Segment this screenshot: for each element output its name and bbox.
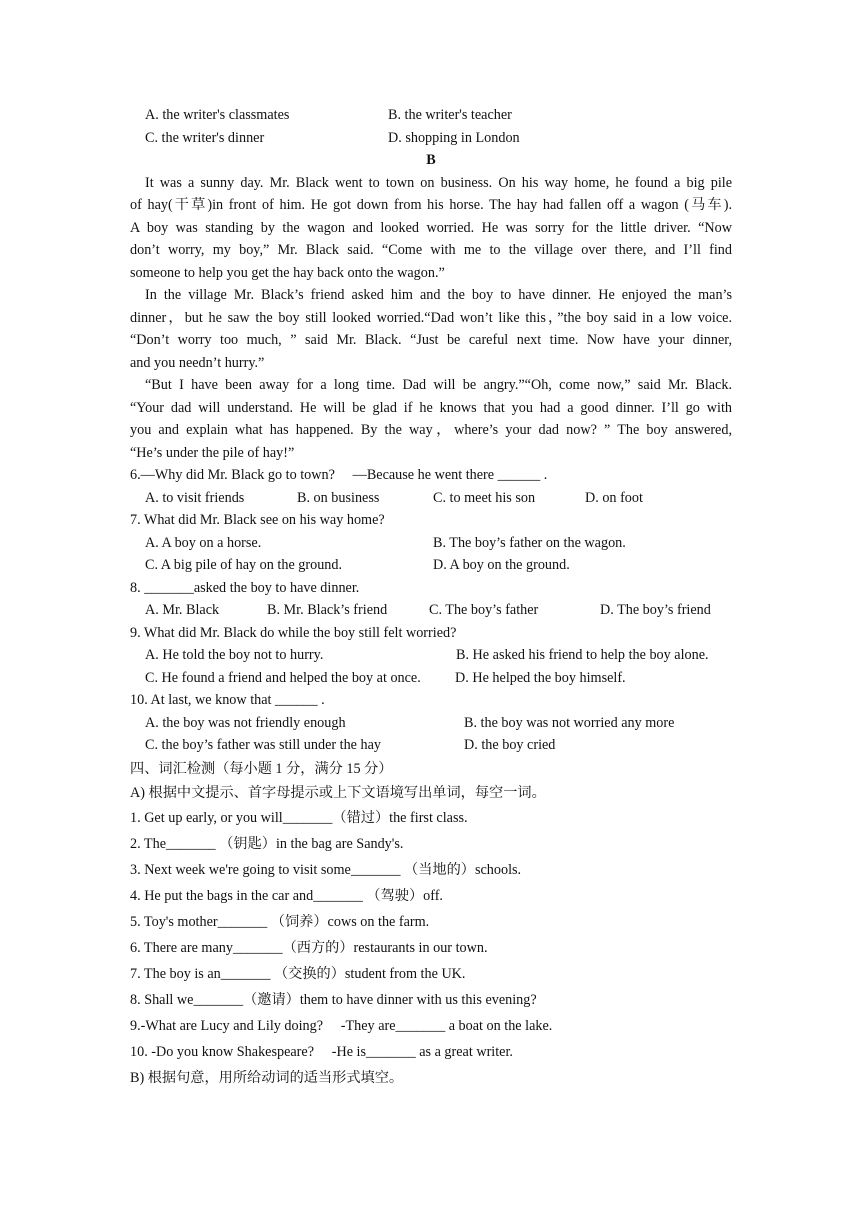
q7-option-c: C. A big pile of hay on the ground. (145, 557, 343, 573)
passage-line: In the village Mr. Black’s friend asked him and the boy to have dinner. He enjoyed the man’s (145, 287, 732, 303)
q5-option-a: A. the writer's classmates (145, 107, 290, 123)
q5-option-c: C. the writer's dinner (145, 129, 265, 146)
q10-stem: 10. At last, we know that ______ . (130, 692, 325, 708)
q10-options-row-2 (130, 734, 732, 757)
vocab-item: 1. Get up early, or you will_______（错过）the first class. (130, 809, 468, 826)
vocab-item: 3. Next week we're going to visit some_______ （当地的）schools. (130, 861, 522, 878)
vocab-item: 9.-What are Lucy and Lily doing? -They are_______ a boat on the lake. (130, 1017, 553, 1034)
vocab-item: 5. Toy's mother_______ （饲养）cows on the farm. (130, 913, 430, 930)
q5-options-row-2 (130, 127, 732, 150)
passage-line: “Don’t worry too much, ” said Mr. Black. “Just be careful next time. Now have your dinner, (130, 332, 732, 348)
exam-page (130, 104, 732, 1091)
passage-line: and you needn’t hurry.” (130, 354, 265, 371)
section-title: 四、词汇检测（每小题 1 分，满分 15 分） (130, 760, 393, 777)
q10-option-b: B. the boy was not worried any more (464, 714, 675, 731)
vocab-list (130, 805, 732, 1091)
q10-option-a: A. the boy was not friendly enough (145, 714, 346, 731)
passage-line: you and explain what has happened. By the way，where’s your dad now? ” The boy answered, (130, 422, 732, 438)
q5-option-b: B. the writer's teacher (388, 107, 512, 123)
q8-option-c: C. The boy’s father (429, 602, 539, 618)
passage-line: of hay(干草)in front of him. He got down from his horse. The hay had fallen off a wagon (马车). (130, 197, 732, 213)
q9-option-c: C. He found a friend and helped the boy at once. (145, 669, 421, 686)
passage-line: “Your dad will understand. He will be glad if he knows that you had a good dinner. I’ll go with (130, 399, 732, 416)
q6-option-b: B. on business (297, 489, 380, 506)
q7-option-d: D. A boy on the ground. (433, 557, 570, 573)
q8-option-b: B. Mr. Black’s friend (267, 602, 388, 618)
q7-option-a: A. A boy on a horse. (145, 534, 262, 551)
passage-line: A boy was standing by the wagon and looked worried. He was sorry for the little driver. “Now (130, 219, 732, 236)
q6-option-a: A. to visit friends (145, 489, 245, 506)
passage-line: someone to help you get the hay back onto the wagon.” (130, 264, 445, 281)
vocab-item: 4. He put the bags in the car and_______ （驾驶）off. (130, 887, 443, 904)
vocab-item: 8. Shall we_______（邀请）them to have dinner with us this evening? (130, 991, 537, 1008)
vocab-item: 10. -Do you know Shakespeare? -He is_______ as a great writer. (130, 1043, 513, 1060)
q10-option-c: C. the boy’s father was still under the hay (145, 737, 382, 753)
q8-option-a: A. Mr. Black (145, 602, 220, 618)
q9-option-b: B. He asked his friend to help the boy alone. (456, 647, 709, 663)
q6-stem: 6.—Why did Mr. Black go to town? —Because he went there ______ . (130, 467, 548, 483)
passage-line: “He’s under the pile of hay!” (130, 444, 295, 461)
vocab-item: 2. The_______ （钥匙）in the bag are Sandy's. (130, 835, 404, 852)
q9-option-a: A. He told the boy not to hurry. (145, 647, 324, 663)
passage-heading: B (426, 152, 436, 168)
passage-line: dinner，but he saw the boy still looked worried.“Dad won’t like this，”the boy said in a low voice. (130, 309, 732, 326)
q7-options-row-1 (130, 532, 732, 555)
vocab-item: 6. There are many_______（西方的）restaurants in our town. (130, 939, 488, 956)
passage-line: don’t worry, my boy,” Mr. Black said. “Come with me to the village over there, and I’ll find (130, 242, 732, 258)
q5-option-d: D. shopping in London (388, 129, 520, 146)
q10-options-row-1 (130, 712, 732, 735)
q10-option-d: D. the boy cried (464, 737, 556, 753)
q8-stem: 8. _______asked the boy to have dinner. (130, 579, 360, 596)
q9-option-d: D. He helped the boy himself. (455, 669, 626, 686)
q7-options-row-2 (130, 554, 732, 577)
q9-stem: 9. What did Mr. Black do while the boy still felt worried? (130, 624, 457, 641)
passage-line: It was a sunny day. Mr. Black went to town on business. On his way home, he found a big pile (145, 174, 732, 191)
q8-options (130, 599, 732, 622)
part-a-instructions: A) 根据中文提示、首字母提示或上下文语境写出单词，每空一词。 (130, 784, 546, 801)
part-b-instructions: B) 根据句意，用所给动词的适当形式填空。 (130, 1069, 404, 1086)
q5-options-row-1 (130, 104, 732, 127)
q6-option-d: D. on foot (585, 489, 643, 506)
q9-options-row-2 (130, 667, 732, 690)
q7-stem: 7. What did Mr. Black see on his way home? (130, 512, 385, 528)
q9-options-row-1 (130, 644, 732, 667)
q6-options (130, 487, 732, 510)
q8-option-d: D. The boy’s friend (600, 602, 711, 618)
vocab-item: 7. The boy is an_______ （交换的）student from the UK. (130, 965, 466, 982)
q7-option-b: B. The boy’s father on the wagon. (433, 534, 626, 551)
passage-line: “But I have been away for a long time. Dad will be angry.”“Oh, come now,” said Mr. Black. (145, 377, 732, 393)
q6-option-c: C. to meet his son (433, 489, 536, 506)
